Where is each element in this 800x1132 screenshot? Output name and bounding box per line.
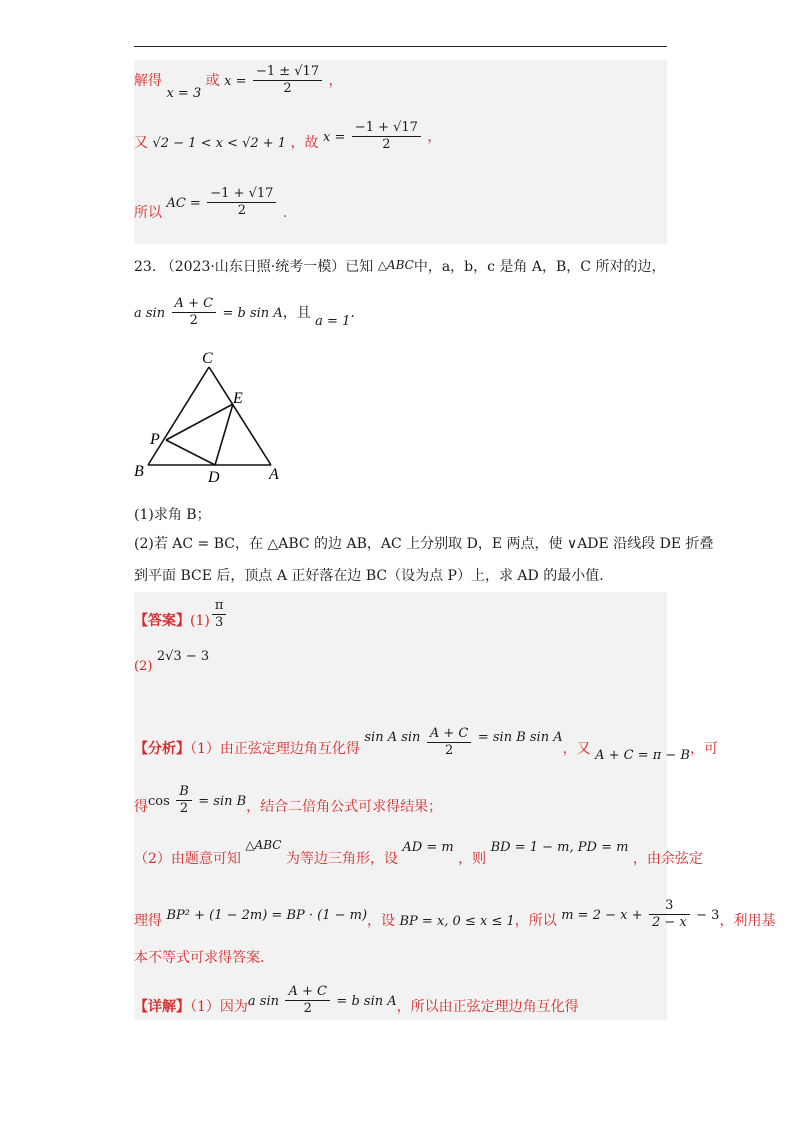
analysis-line-2: 得cos $\frac{B}{2}$ = sin B，结合二倍角公式可求得结果； xyxy=(134,784,443,817)
question-part-2-line-2: 到平面 BCE 后，顶点 A 正好落在边 BC（设为点 P）上，求 AD 的最小值. xyxy=(134,568,604,584)
triangle-figure xyxy=(130,345,290,490)
edge-BC xyxy=(148,367,209,465)
analysis-line-3: （2）由题意可知 △ABC 为等边三角形，设 AD = m ，则 BD = 1 − m, PD = m ，由余弦定 xyxy=(134,838,703,867)
question-condition: a sin $\frac{A + C}{2}$ = b sin A，且 a = 1. xyxy=(134,296,355,329)
fraction: $\frac{\pi}{3}$ xyxy=(212,598,227,632)
question-part-2-line-1: (2)若 AC = BC，在 △ABC 的边 AB，AC 上分别取 D，E 两点，使 ∨ADE 沿线段 DE 折叠 xyxy=(134,536,714,552)
header-rule xyxy=(134,46,667,47)
solution-line-2: 又 √2 − 1 < x < √2 + 1 ，故 x = $\frac{-1 + √17}{2}$ ， xyxy=(134,120,442,153)
solution-line-3: 所以 AC = $\frac{-1 + √17}{2}$ . xyxy=(134,186,288,221)
detail-line-1: 【详解】（1）因为a sin $\frac{A + C}{2}$ = b sin A，所以由正弦定理边角互化得 xyxy=(134,984,579,1017)
fraction: $\frac{-1 + √17}{2}$ xyxy=(207,186,276,220)
answer-line-1: 【答案】(1) $\frac{\pi}{3}$ xyxy=(134,598,228,632)
label-E: E xyxy=(233,390,243,407)
label-A: A xyxy=(269,466,279,483)
label-P: P xyxy=(150,431,160,448)
fraction: $\frac{A + C}{2}$ xyxy=(172,296,217,330)
answer-tag: 【答案】 xyxy=(134,612,190,629)
edge-CA xyxy=(209,367,271,465)
edge-PD xyxy=(166,440,215,465)
analysis-tag: 【分析】 xyxy=(134,740,190,757)
fraction: $\frac{B}{2}$ xyxy=(176,784,192,818)
analysis-line-1: 【分析】（1）由正弦定理边角互化得 sin A sin $\frac{A + C}{2}$ = sin B sin A，又 A + C = π − B，可 xyxy=(134,726,718,763)
fraction: $\frac{A + C}{2}$ xyxy=(427,726,472,760)
question-line-1: 23. （2023·山东日照·统考一模）已知 △ABC中，a，b，c 是角 A，B，C 所对的边， xyxy=(134,258,666,275)
label-C: C xyxy=(202,350,213,367)
fraction: $\frac{A + C}{2}$ xyxy=(285,984,330,1018)
analysis-line-5: 本不等式可求得答案. xyxy=(134,950,265,966)
analysis-line-4: 理得 BP² + (1 − 2m) = BP · (1 − m)，设 BP = x, 0 ≤ x ≤ 1，所以 m = 2 − x + $\frac{3}{2 - x}$ − 3，利用基 xyxy=(134,898,776,931)
edge-DE xyxy=(215,404,233,465)
label-B: B xyxy=(134,463,144,480)
question-part-1: (1)求角 B； xyxy=(134,507,211,523)
solution-line-1: 解得 x = 3 或 x = $\frac{-1 \pm √17}{2}$ ， xyxy=(134,64,343,101)
label-D: D xyxy=(208,469,220,486)
fraction: $\frac{-1 + √17}{2}$ xyxy=(352,120,421,154)
detail-tag: 【详解】 xyxy=(134,998,190,1015)
fraction: $\frac{-1 \pm √17}{2}$ xyxy=(253,64,322,98)
answer-line-2: (2) 2√3 − 3 xyxy=(134,649,210,674)
edge-PE xyxy=(166,404,233,440)
fraction: $\frac{3}{2 - x}$ xyxy=(649,898,690,932)
